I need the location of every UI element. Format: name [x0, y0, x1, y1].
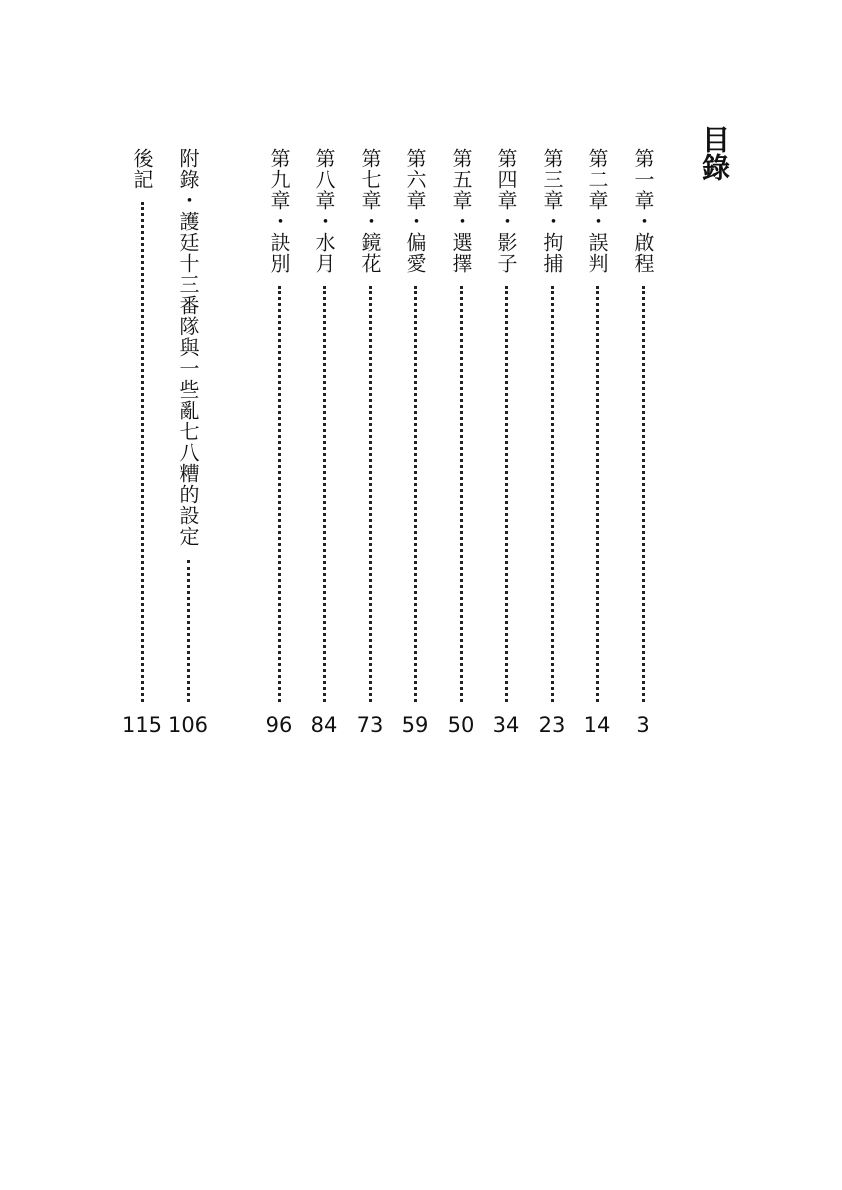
dot-leader — [141, 202, 144, 702]
toc-entry-2 — [582, 148, 612, 748]
entry-label: 第七章・鏡花 — [358, 148, 382, 274]
dot-leader — [505, 286, 508, 702]
toc-entry-9 — [264, 148, 294, 748]
toc-entry-3 — [537, 148, 567, 748]
dot-leader — [187, 560, 190, 702]
entry-page-number: 3 — [636, 713, 650, 737]
entry-page-number: 14 — [583, 713, 611, 737]
entry-page-number: 73 — [356, 713, 384, 737]
entry-label: 第四章・影子 — [494, 148, 518, 274]
dot-leader — [642, 286, 645, 702]
dot-leader — [460, 286, 463, 702]
toc-entry-8 — [309, 148, 339, 748]
entry-page-number: 96 — [265, 713, 293, 737]
entry-label: 第二章・誤判 — [585, 148, 609, 274]
entry-label: 後記 — [130, 148, 154, 190]
entry-page-number: 84 — [310, 713, 338, 737]
toc-entry-1 — [628, 148, 658, 748]
toc-entry-appendix — [167, 148, 209, 748]
toc-entry-4 — [491, 148, 521, 748]
entry-page-number: 115 — [121, 713, 163, 737]
dot-leader — [278, 286, 281, 702]
dot-leader — [323, 286, 326, 702]
dot-leader — [596, 286, 599, 702]
entry-page-number: 106 — [167, 713, 209, 737]
entry-label: 第八章・水月 — [312, 148, 336, 274]
entry-page-number: 23 — [538, 713, 566, 737]
dot-leader — [414, 286, 417, 702]
toc-entry-6 — [400, 148, 430, 748]
toc-entry-7 — [355, 148, 385, 748]
entry-label: 第六章・偏愛 — [403, 148, 427, 274]
entry-label: 第一章・啟程 — [631, 148, 655, 274]
entry-label: 第五章・選擇 — [449, 148, 473, 274]
dot-leader — [551, 286, 554, 702]
entry-page-number: 50 — [447, 713, 475, 737]
entry-page-number: 59 — [401, 713, 429, 737]
entry-label: 附錄・護廷十三番隊與一些亂七八糟的設定 — [176, 148, 200, 547]
entry-label: 第九章・訣別 — [267, 148, 291, 274]
toc-entry-afterword — [121, 148, 163, 748]
entry-label: 第三章・拘捕 — [540, 148, 564, 274]
entry-page-number: 34 — [492, 713, 520, 737]
dot-leader — [369, 286, 372, 702]
page-title: 目錄 — [698, 125, 731, 181]
toc-entry-5 — [446, 148, 476, 748]
